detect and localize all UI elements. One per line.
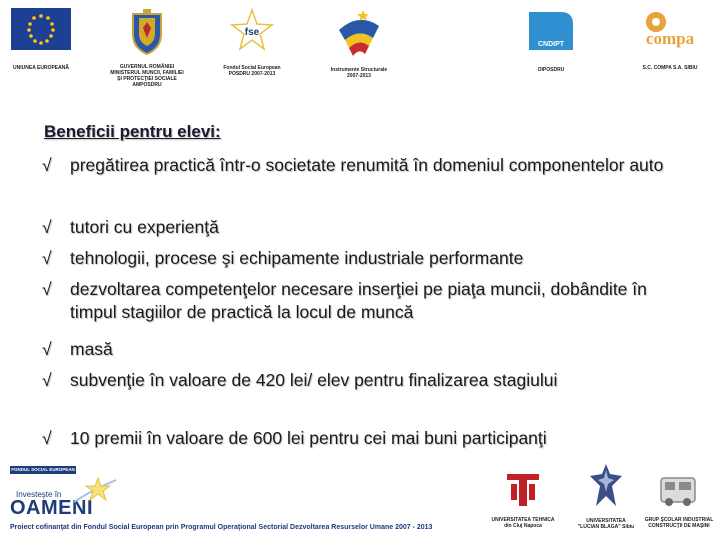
- cofinancing-note: Proiect cofinanţat din Fondul Social European prin Programul Operaţional Sectorial Dezvoltarea Resurselor Umane 2007 - 2013: [10, 524, 433, 531]
- oameni-wordmark: OAMENI: [10, 497, 93, 519]
- check-icon: √: [42, 217, 52, 237]
- benefit-text: 10 premii în valoare de 600 lei pentru cei mai buni participanţi: [70, 428, 547, 448]
- benefit-item: [42, 338, 692, 361]
- compa-logo: [622, 8, 718, 71]
- utcn-caption: UNIVERSITATEA TEHNICA din Cluj Napoca: [491, 517, 555, 529]
- star-swoosh-icon: [72, 472, 122, 512]
- government-logo: [106, 8, 188, 88]
- benefits-heading: Beneficii pentru elevi:: [44, 122, 221, 141]
- government-caption: GUVERNUL ROMÂNIEI MINISTERUL MUNCII, FAMILIEI ŞI PROTECŢIEI SOCIALE AMPOSDRU: [110, 64, 184, 88]
- coat-of-arms-icon: [125, 8, 169, 56]
- structural-instruments-icon: [333, 8, 385, 58]
- fse-caption: Fondul Social European POSDRU 2007-2013: [223, 65, 281, 77]
- ulbs-caption: UNIVERSITATEA "LUCIAN BLAGA" Sibiu: [577, 518, 635, 530]
- check-icon: √: [42, 339, 52, 359]
- compa-caption: S.C. COMPA S.A. SIBIU: [642, 65, 698, 71]
- utcn-logo: [476, 470, 570, 529]
- fse-mark: fse: [244, 27, 260, 38]
- gsic-icon: [657, 470, 701, 508]
- benefit-item: [42, 369, 692, 392]
- cndipt-logo: [526, 8, 576, 73]
- check-icon: √: [42, 428, 52, 448]
- cndipt-label: CNDIPT: [537, 41, 565, 48]
- eu-flag-icon: [11, 8, 71, 50]
- eu-logo: [8, 8, 74, 71]
- benefit-text: masă: [70, 339, 113, 359]
- compa-wordmark: compa: [645, 29, 695, 48]
- benefit-text: tutori cu experienţă: [70, 217, 219, 237]
- cndipt-icon: [527, 8, 575, 52]
- check-icon: √: [42, 279, 52, 299]
- ulbs-icon: [586, 462, 626, 510]
- benefit-item: [42, 154, 692, 177]
- benefit-text: tehnologii, procese şi echipamente industriale performante: [70, 248, 524, 268]
- structural-instruments-caption: Instrumente Structurale 2007-2013: [330, 67, 388, 79]
- eu-caption: UNIUNEA EUROPEANĂ: [13, 65, 69, 71]
- fse-banner: FONDUL SOCIAL EUROPEAN: [11, 467, 75, 472]
- benefit-text: dezvoltarea competenţelor necesare inserţiei pe piaţa muncii, dobândite în timpul stagiilor de practică la locul de muncă: [70, 279, 647, 322]
- benefit-item: [42, 278, 692, 324]
- oiposdru-caption: OIPOSDRU: [537, 67, 565, 73]
- benefit-item: [42, 427, 692, 450]
- fse-logo: [216, 8, 288, 77]
- compa-icon: [624, 8, 716, 50]
- utcn-icon: [505, 470, 541, 508]
- ulbs-logo: [568, 462, 644, 530]
- check-icon: √: [42, 248, 52, 268]
- invest-line: Investeşte în: [16, 490, 62, 499]
- benefit-text: pregătirea practică într-o societate renumită în domeniul componentelor auto: [70, 155, 664, 175]
- check-icon: √: [42, 370, 52, 390]
- benefit-item: [42, 247, 692, 270]
- benefit-text: subvenţie în valoare de 420 lei/ elev pentru finalizarea stagiului: [70, 370, 558, 390]
- check-icon: √: [42, 155, 52, 175]
- structural-instruments-logo: [325, 8, 393, 79]
- gsic-caption: GRUP ŞCOLAR INDUSTRIAL CONSTRUCŢII DE MAŞINI: [644, 517, 714, 529]
- gsic-logo: [640, 470, 718, 529]
- star-icon: [230, 8, 274, 52]
- benefit-item: [42, 216, 692, 239]
